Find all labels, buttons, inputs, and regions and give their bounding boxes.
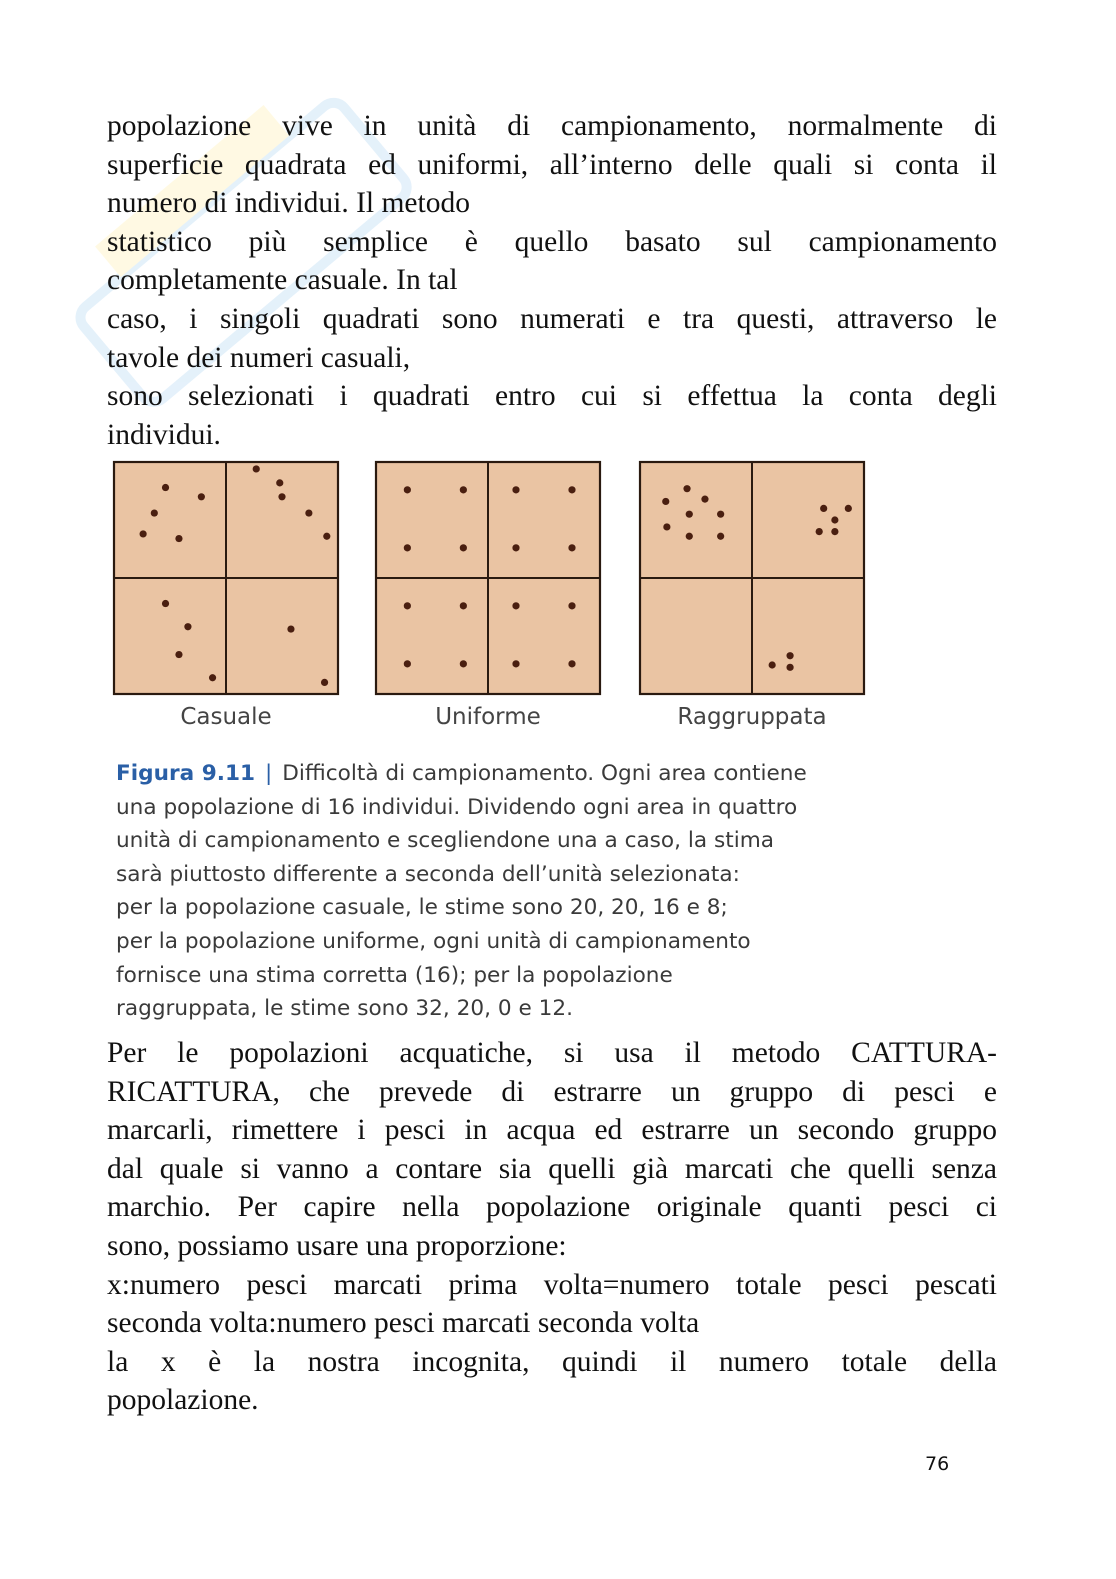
- panel-label: Uniforme: [435, 704, 541, 730]
- individual-dot: [831, 516, 838, 523]
- individual-dot: [460, 544, 467, 551]
- individual-dot: [686, 533, 693, 540]
- text-line: statistico più semplice è quello basato sul campionamento: [107, 225, 997, 258]
- individual-dot: [512, 486, 519, 493]
- individual-dot: [321, 679, 328, 686]
- text-line: x:numero pesci marcati prima volta=numero totale pesci pescati: [107, 1268, 997, 1301]
- individual-dot: [276, 479, 283, 486]
- caption-line: fornisce una stima corretta (16); per la popolazione: [116, 962, 673, 988]
- paragraph-capture-recapture: [107, 1034, 997, 1420]
- figure-caption: [116, 757, 916, 1026]
- caption-title: Difficoltà di campionamento. Ogni area contiene: [282, 761, 807, 786]
- individual-dot: [816, 528, 823, 535]
- individual-dot: [568, 486, 575, 493]
- text-line: individui.: [107, 418, 221, 451]
- individual-dot: [786, 652, 793, 659]
- caption-line: raggruppata, le stime sono 32, 20, 0 e 12.: [116, 996, 573, 1022]
- panel-raggruppata: [638, 460, 866, 730]
- page-number: 76: [925, 1453, 950, 1475]
- caption-line: per la popolazione uniforme, ogni unità di campionamento: [116, 928, 751, 954]
- text-line: numero di individui. Il metodo: [107, 187, 470, 220]
- individual-dot: [683, 485, 690, 492]
- individual-dot: [845, 505, 852, 512]
- individual-dot: [512, 544, 519, 551]
- text-line: RICATTURA, che prevede di estrarre un gruppo di pesci e: [107, 1075, 997, 1108]
- text-line: marchio. Per capire nella popolazione originale quanti pesci ci: [107, 1191, 997, 1224]
- caption-line: [116, 757, 916, 791]
- text-line: caso, i singoli quadrati sono numerati e tra questi, attraverso le: [107, 302, 997, 335]
- individual-dot: [460, 486, 467, 493]
- individual-dot: [568, 602, 575, 609]
- individual-dot: [404, 660, 411, 667]
- individual-dot: [175, 651, 182, 658]
- individual-dot: [701, 496, 708, 503]
- text-line: tavole dei numeri casuali,: [107, 341, 411, 374]
- individual-dot: [663, 523, 670, 530]
- caption-line: sarà piuttosto differente a seconda dell’unità selezionata:: [116, 861, 740, 887]
- text-line: sono, possiamo usare una proporzione:: [107, 1229, 567, 1262]
- individual-dot: [717, 533, 724, 540]
- text-line: popolazione.: [107, 1384, 259, 1417]
- panel-grid: [112, 460, 340, 696]
- figure-number: Figura 9.11: [116, 761, 255, 786]
- individual-dot: [305, 509, 312, 516]
- individual-dot: [831, 528, 838, 535]
- caption-line: una popolazione di 16 individui. Dividendo ogni area in quattro: [116, 794, 798, 820]
- individual-dot: [568, 660, 575, 667]
- panel-label: Raggruppata: [677, 704, 827, 730]
- panel-casuale: [112, 460, 340, 730]
- panel-label: Casuale: [180, 704, 272, 730]
- paragraph-intro: [107, 107, 997, 454]
- text-line: superficie quadrata ed uniformi, all’interno delle quali si conta il: [107, 148, 997, 181]
- individual-dot: [460, 602, 467, 609]
- caption-line: unità di campionamento e scegliendone una a caso, la stima: [116, 828, 774, 854]
- individual-dot: [404, 544, 411, 551]
- sampling-figure: [112, 460, 872, 740]
- text-line: marcarli, rimettere i pesci in acqua ed estrarre un secondo gruppo: [107, 1114, 997, 1147]
- text-line: seconda volta:numero pesci marcati seconda volta: [107, 1307, 700, 1340]
- individual-dot: [175, 535, 182, 542]
- caption-separator: |: [265, 761, 273, 786]
- individual-dot: [512, 660, 519, 667]
- panel-grid: [638, 460, 866, 696]
- individual-dot: [253, 465, 260, 472]
- panel-grid: [374, 460, 602, 696]
- individual-dot: [278, 493, 285, 500]
- panel-uniforme: [374, 460, 602, 730]
- individual-dot: [717, 511, 724, 518]
- text-line: Per le popolazioni acquatiche, si usa il metodo CATTURA-: [107, 1037, 997, 1069]
- individual-dot: [209, 674, 216, 681]
- individual-dot: [151, 509, 158, 516]
- individual-dot: [686, 511, 693, 518]
- individual-dot: [323, 533, 330, 540]
- individual-dot: [512, 602, 519, 609]
- individual-dot: [820, 505, 827, 512]
- individual-dot: [404, 602, 411, 609]
- individual-dot: [568, 544, 575, 551]
- individual-dot: [162, 484, 169, 491]
- individual-dot: [184, 623, 191, 630]
- individual-dot: [662, 498, 669, 505]
- text-line: popolazione vive in unità di campionamento, normalmente di: [107, 110, 997, 142]
- individual-dot: [162, 600, 169, 607]
- caption-line: per la popolazione casuale, le stime sono 20, 20, 16 e 8;: [116, 895, 728, 921]
- individual-dot: [404, 486, 411, 493]
- text-line: completamente casuale. In tal: [107, 264, 458, 297]
- individual-dot: [786, 664, 793, 671]
- text-line: sono selezionati i quadrati entro cui si effettua la conta degli: [107, 380, 997, 413]
- individual-dot: [460, 660, 467, 667]
- individual-dot: [287, 625, 294, 632]
- text-line: dal quale si vanno a contare sia quelli già marcati che quelli senza: [107, 1152, 997, 1185]
- individual-dot: [140, 530, 147, 537]
- individual-dot: [769, 661, 776, 668]
- individual-dot: [198, 493, 205, 500]
- text-line: la x è la nostra incognita, quindi il numero totale della: [107, 1345, 997, 1378]
